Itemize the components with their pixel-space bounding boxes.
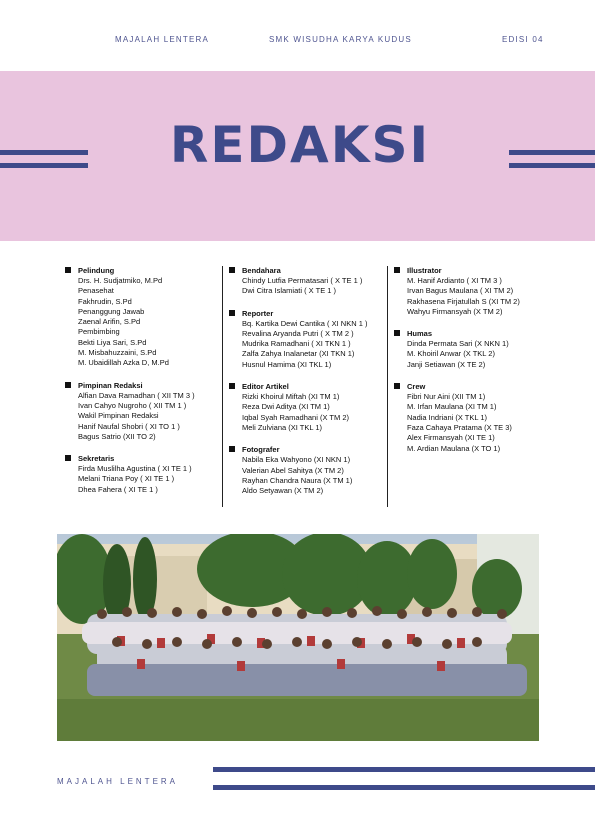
square-bullet-icon — [229, 383, 235, 389]
staff-entry: Alex Firmansyah (XI TE 1) — [407, 433, 495, 443]
square-bullet-icon — [65, 267, 71, 273]
staff-entry: Valerian Abel Sahitya (X TM 2) — [242, 465, 344, 475]
square-bullet-icon — [394, 267, 400, 273]
section-heading — [242, 444, 382, 455]
staff-entry: Chindy Lutfia Permatasari ( X TE 1 ) — [242, 276, 363, 285]
staff-entry: Rakhasena Firjatullah S (XI TM 2) — [407, 296, 520, 306]
staff-entry: Drs. H. Sudjatmiko, M.Pd — [78, 276, 163, 285]
group-photo — [57, 534, 539, 741]
staff-entry: Wahyu Firmansyah (X TM 2) — [407, 306, 503, 316]
section-heading — [78, 380, 218, 391]
staff-entry: Meli Zulviana (XI TKL 1) — [242, 422, 323, 432]
header-magazine-name: MAJALAH LENTERA — [115, 35, 210, 44]
staff-entry: Dhea Fahera ( XI TE 1 ) — [78, 484, 158, 494]
staff-entry: Zaenal Arifin, S.Pd — [78, 317, 141, 327]
staff-entry: Dinda Permata Sari (X NKN 1) — [407, 339, 509, 349]
staff-entry: Alfian Dava Ramadhan ( XII TM 3 ) — [78, 390, 195, 400]
group-photo-image — [57, 534, 539, 741]
footer-stripe-bottom — [213, 785, 595, 790]
section-title: Editor Artikel — [242, 382, 289, 392]
staff-entry: Bagus Satrio (XII TO 2) — [78, 431, 156, 441]
staff-section — [242, 444, 382, 496]
staff-entry: Pembimbing — [78, 327, 120, 337]
staff-section — [407, 328, 557, 370]
staff-entry: Ivan Cahyo Nugroho ( XII TM 1 ) — [78, 400, 187, 410]
section-heading — [78, 453, 218, 464]
section-title: Fotografer — [242, 445, 280, 455]
staff-entry: Revalina Aryanda Putri ( X TM 2 ) — [242, 328, 354, 338]
staff-entry: Dwi Citra Islamiati ( X TE 1 ) — [242, 286, 337, 296]
section-title: Humas — [407, 329, 433, 339]
section-title: Illustrator — [407, 266, 442, 275]
footer-magazine-name: MAJALAH LENTERA — [57, 777, 179, 786]
staff-entry: M. Ardian Maulana (X TO 1) — [407, 443, 501, 453]
staff-entry: Wakil Pimpinan Redaksi — [78, 411, 159, 421]
section-title: Pimpinan Redaksi — [78, 380, 143, 390]
staff-column-3 — [407, 265, 557, 465]
square-bullet-icon — [65, 455, 71, 461]
staff-entry: Faza Cahaya Pratama (X TE 3) — [407, 422, 512, 432]
section-heading — [242, 265, 382, 276]
square-bullet-icon — [229, 446, 235, 452]
title-stripe-right-top — [509, 150, 595, 155]
staff-entry: M. Ubaidillah Azka D, M.Pd — [78, 358, 169, 368]
staff-entry: Nadia Indriani (X TKL 1) — [407, 412, 488, 422]
square-bullet-icon — [65, 382, 71, 388]
square-bullet-icon — [229, 310, 235, 316]
column-divider — [387, 266, 388, 507]
section-heading — [78, 265, 218, 276]
section-heading — [407, 265, 557, 276]
staff-entry: Aldo Setyawan (X TM 2) — [242, 486, 324, 496]
section-title: Crew — [407, 382, 426, 392]
square-bullet-icon — [394, 330, 400, 336]
section-heading — [242, 381, 382, 392]
section-title: Reporter — [242, 308, 274, 318]
staff-entry: Irvan Bagus Maulana ( XI TM 2) — [407, 286, 514, 296]
section-heading — [407, 328, 557, 339]
staff-entry: M. Hanif Ardianto ( XI TM 3 ) — [407, 276, 502, 285]
staff-entry: Hanif Naufal Shobri ( XI TO 1 ) — [78, 421, 180, 431]
staff-section — [407, 381, 557, 454]
staff-entry: Penasehat — [78, 286, 114, 296]
staff-section — [407, 265, 557, 317]
staff-entry: Penanggung Jawab — [78, 306, 145, 316]
staff-section — [242, 308, 382, 370]
staff-section — [78, 453, 218, 495]
staff-entry: Bekti Liya Sari, S.Pd — [78, 337, 147, 347]
section-heading — [242, 308, 382, 319]
square-bullet-icon — [229, 267, 235, 273]
header-edition: EDISI 04 — [502, 35, 544, 44]
square-bullet-icon — [394, 383, 400, 389]
section-title: Bendahara — [242, 266, 281, 275]
staff-entry: Bq. Kartika Dewi Cantika ( XI NKN 1 ) — [242, 318, 368, 328]
staff-column-2 — [242, 265, 382, 507]
staff-entry: Reza Dwi Aditya (XI TM 1) — [242, 402, 330, 412]
staff-column-1 — [78, 265, 218, 506]
staff-entry: Mudrika Ramadhani ( XI TKN 1 ) — [242, 339, 351, 349]
staff-entry: Fibri Nur Aini (XII TM 1) — [407, 392, 486, 402]
header-school-name: SMK WISUDHA KARYA KUDUS — [269, 35, 412, 44]
staff-section — [242, 265, 382, 297]
staff-entry: Nabila Eka Wahyono (XI NKN 1) — [242, 455, 351, 465]
title-stripe-left-top — [0, 150, 88, 155]
section-heading — [407, 381, 557, 392]
staff-section — [78, 265, 218, 369]
staff-section — [242, 381, 382, 433]
staff-entry: Zalfa Zahya Inalanetar (XI TKN 1) — [242, 349, 355, 359]
staff-entry: Melani Triana Poy ( XI TE 1 ) — [78, 474, 175, 484]
section-title: Sekretaris — [78, 454, 115, 464]
staff-entry: M. Irfan Maulana (XI TM 1) — [407, 402, 497, 412]
staff-entry: Fakhrudin, S.Pd — [78, 296, 132, 306]
staff-entry: M. Khoiril Anwar (X TKL 2) — [407, 349, 495, 359]
page-title: REDAKSI — [169, 116, 431, 174]
title-stripe-left-bottom — [0, 163, 88, 168]
staff-entry: Rizki Khoirul Miftah (XI TM 1) — [242, 392, 340, 402]
footer-stripe-top — [213, 767, 595, 772]
column-divider — [222, 266, 223, 507]
staff-entry: Firda Muslilha Agustina ( XI TE 1 ) — [78, 464, 192, 474]
staff-entry: Rayhan Chandra Naura (X TM 1) — [242, 475, 353, 485]
staff-entry: Iqbal Syah Ramadhani (X TM 2) — [242, 412, 349, 422]
section-title: Pelindung — [78, 266, 115, 275]
staff-entry: Janji Setiawan (X TE 2) — [407, 359, 486, 369]
staff-entry: M. Misbahuzzaini, S.Pd — [78, 348, 157, 358]
staff-section — [78, 380, 218, 442]
title-stripe-right-bottom — [509, 163, 595, 168]
staff-entry: Husnul Hamima (XI TKL 1) — [242, 359, 332, 369]
